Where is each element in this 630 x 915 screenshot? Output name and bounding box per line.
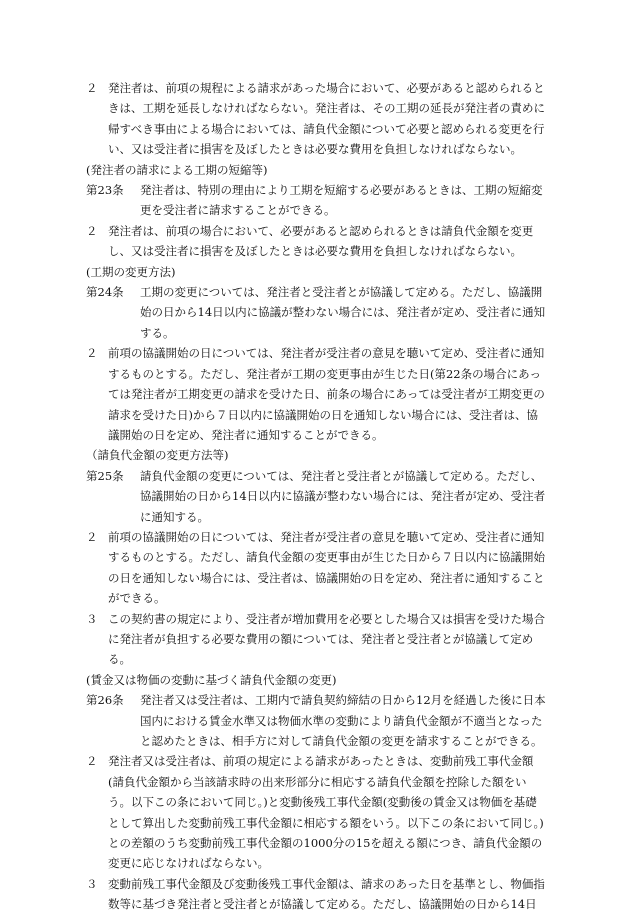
item-number: ２ [86, 529, 98, 544]
item-text: 発注者は、前項の場合において、必要があると認められるときは請負代金額を変更し、又は受注者に損害を及ぼしたときは必要な費用を負担しなければならない。 [108, 223, 534, 259]
item-text: 前項の協議開始の日については、発注者が受注者の意見を聴いて定め、受注者に通知するものとする。ただし、発注者が工期の変更事由が生じた日(第22条の場合にあっては発注者が工期変更の請求を受けた日、前条の場合にあっては受注者が工期変更の請求を受けた日)から７日以内に協議開始の日を通知しない場合には、受注者は、協議開始の日を定め、発注者に通知することができる。 [108, 346, 545, 442]
item-text: 変動前残工事代金額及び変動後残工事代金額は、請求のあった日を基準とし、物価指数等に基づき発注者と受注者とが協議して定める。ただし、協議開始の日から14日 [108, 876, 545, 912]
item-number: ３ [86, 611, 98, 626]
item-text: 発注者は、前項の規程による請求があった場合において、必要があると認められるときは、工期を延長しなければならない。発注者は、その工期の延長が発注者の責めに帰すべき事由による場合においては、請負代金額について必要と認められる変更を行い、又は受注者に損害を及ぼしたときは必要な費用を負担しなければならない。 [108, 81, 545, 157]
article-text: 発注者は、特別の理由により工期を短縮する必要があるときは、工期の短縮変更を受注者に請求することができる。 [140, 183, 543, 218]
article-number: 第24条 [86, 285, 124, 300]
item-number: ３ [86, 876, 98, 891]
item-number: ２ [86, 81, 98, 95]
heading-article-25: （請負代金額の変更方法等) [86, 448, 229, 463]
heading-article-26: (賃金又は物価の変動に基づく請負代金額の変更) [86, 672, 337, 687]
item-text: 発注者又は受注者は、前項の規定による請求があったときは、変動前残工事代金額(請負代金額から当該請求時の出来形部分に相応する請負代金額を控除した額をいう。以下この条において同じ。)と変動後残工事代金額(変動後の賃金又は物価を基礎として算出した変動前残工事代金額に相応する額をいう。以下この条において同じ。)との差額のうち変動前残工事代金額の1000分の15を超える額につき、請負代金額の変更に応じなければならない。 [108, 754, 544, 871]
article-text: 発注者又は受注者は、工期内で請負契約締結の日から12月を経過した後に日本国内における賃金水準又は物価水準の変動により請負代金額が不適当となったと認めたときは、相手方に対して請負代金額の変更を請求することができる。 [140, 693, 546, 748]
item-number: ２ [86, 346, 98, 361]
heading-article-24: (工期の変更方法) [86, 264, 176, 279]
heading-article-23: (発注者の請求による工期の短縮等) [86, 162, 268, 177]
article-23-item-2 [86, 221, 546, 262]
document-page [86, 78, 546, 915]
article-22-item-2 [86, 78, 546, 160]
item-text: 前項の協議開始の日については、発注者が受注者の意見を聴いて定め、受注者に通知するものとする。ただし、請負代金額の変更事由が生じた日から７日以内に協議開始の日を通知しない場合には、受注者は、協議開始の日を定め、発注者に通知することができる。 [108, 529, 545, 606]
item-number: ２ [86, 754, 98, 769]
item-text: この契約書の規定により、受注者が増加費用を必要とした場合又は損害を受けた場合に発注者が負担する必要な費用の額については、発注者と受注者とが協議して定める。 [108, 611, 545, 667]
article-text: 工期の変更については、発注者と受注者とが協議して定める。ただし、協議開始の日から14日以内に協議が整わない場合には、発注者が定め、受注者に通知する。 [140, 285, 546, 340]
article-24 [86, 282, 546, 343]
article-25 [86, 466, 546, 527]
article-26 [86, 690, 546, 751]
article-text: 請負代金額の変更については、発注者と受注者とが協議して定める。ただし、協議開始の日から14日以内に協議が整わない場合には、発注者が定め、受注者に通知する。 [140, 468, 546, 524]
article-25-item-2 [86, 527, 546, 609]
article-23 [86, 180, 546, 221]
article-26-item-2 [86, 751, 546, 873]
item-number: ２ [86, 223, 98, 238]
article-24-item-2 [86, 343, 546, 445]
article-26-item-3 [86, 874, 546, 915]
article-25-item-3 [86, 609, 546, 670]
article-number: 第26条 [86, 693, 124, 708]
article-number: 第23条 [86, 183, 124, 198]
article-number: 第25条 [86, 468, 124, 483]
